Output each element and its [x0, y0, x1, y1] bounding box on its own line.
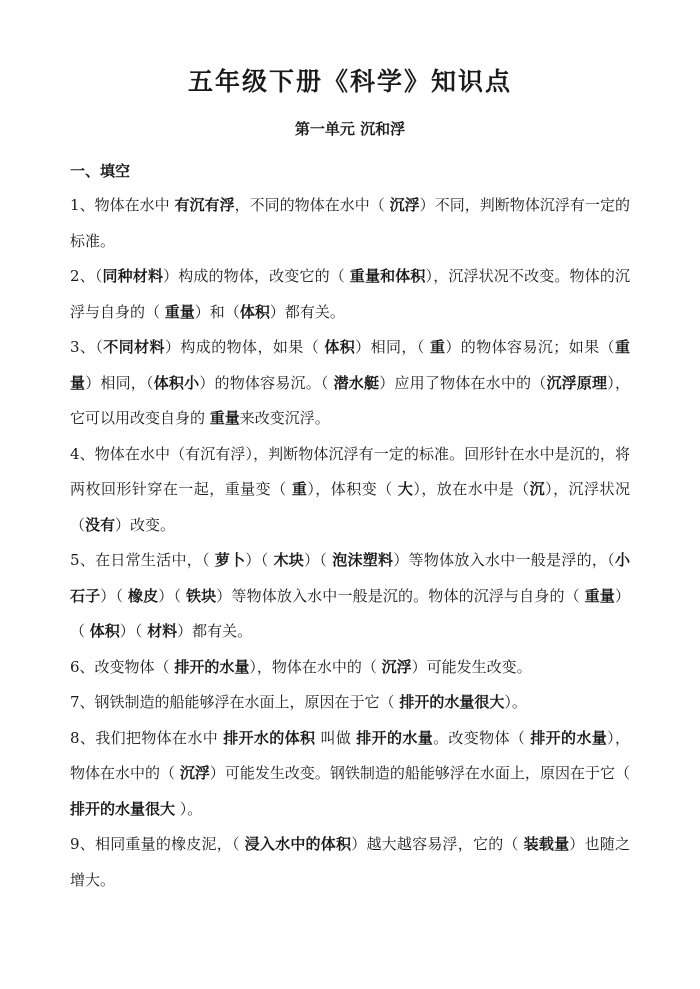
question-text: ）构成的物体，改变它的（ [163, 267, 350, 285]
question-text: 2、（ [70, 267, 103, 285]
answer-text: 排开的水量 [174, 657, 250, 676]
fill-in-blank-list [70, 188, 630, 898]
answer-text: 铁块 [186, 586, 217, 605]
question-text: ）可能发生改变。钢铁制造的船能够浮在水面上，原因在于它（ [209, 764, 630, 782]
question-text: ），沉浮状况不改变。物体的沉浮与自身的（ [70, 267, 630, 321]
answer-text: 有沉有浮 [174, 196, 235, 214]
question-text: ）。 [504, 693, 527, 711]
answer-text: 重量 [209, 409, 240, 427]
section-title: 一、填空 [70, 162, 131, 180]
fill-in-item-1 [70, 188, 630, 259]
question-text: ）。 [175, 799, 203, 818]
fill-in-item-2 [70, 259, 630, 330]
answer-text: 重量 [584, 586, 615, 605]
question-text: 8、我们把物体在水中 [70, 728, 224, 747]
fill-in-item-6 [70, 650, 630, 686]
question-text: 5、在日常生活中，（ [70, 551, 215, 569]
question-text: ）（ [100, 586, 128, 605]
document-title: 五年级下册《科学》知识点 [187, 67, 512, 96]
answer-text: 同种材料 [102, 267, 164, 285]
fill-in-item-5 [70, 543, 630, 650]
question-text: ）都有关。 [177, 622, 253, 640]
answer-text: 潜水艇 [333, 373, 380, 392]
question-text: ）也随之增大。 [70, 835, 630, 889]
answer-text: 重 [429, 338, 446, 356]
question-text: ）相同，（ [355, 338, 430, 356]
question-text: ）应用了物体在水中的（ [379, 373, 547, 392]
question-text: ）（ [245, 551, 274, 569]
answer-text: 重量 [70, 338, 630, 392]
answer-text: 不同材料 [103, 338, 165, 356]
answer-text: 重 [291, 480, 308, 498]
question-text: ）（ [304, 551, 333, 569]
answer-text: 沉浮 [381, 657, 412, 676]
question-text: ）不同，判断物体沉浮有一定的标准。 [70, 196, 630, 250]
answer-text: 沉 [529, 480, 546, 498]
question-text: ，不同的物体在水中（ [234, 196, 390, 214]
fill-in-item-9 [70, 827, 630, 898]
answer-text: 排开的水量很大 [399, 693, 505, 711]
question-text: ）的物体容易沉。（ [199, 373, 334, 392]
answer-text: 没有 [85, 515, 116, 534]
fill-in-item-4 [70, 437, 630, 544]
answer-text: 小石子 [70, 551, 630, 605]
question-text: ），放在水中是（ [413, 480, 530, 498]
question-text: 叫做 [315, 728, 357, 747]
question-text: 3、（ [70, 338, 104, 356]
answer-text: 木块 [273, 551, 305, 569]
question-text: 9、相同重量的橡皮泥，（ [70, 835, 245, 853]
question-text: ），沉浮状况（ [70, 480, 630, 534]
question-text: ）相同，（ [85, 373, 154, 392]
question-text: 1、物体在水中 [70, 196, 175, 214]
answer-text: 体积 [89, 622, 120, 640]
answer-text: 排开水的体积 [223, 728, 316, 747]
fill-in-item-7 [70, 685, 630, 721]
answer-text: 体积 [239, 302, 270, 321]
question-text: ）都有关。 [269, 302, 345, 321]
question-text: ），物体在水中的（ [70, 728, 630, 782]
answer-text: 装载量 [523, 835, 570, 853]
fill-in-item-8 [70, 721, 630, 828]
question-text: ）等物体放入水中一般是沉的。物体的沉浮与自身的（ [216, 586, 585, 605]
question-text: ）（ [158, 586, 186, 605]
question-text: ）构成的物体，如果（ [164, 338, 325, 356]
answer-text: 排开的水量 [356, 728, 434, 747]
question-text: ），体积变（ [307, 480, 398, 498]
answer-text: 体积小 [153, 373, 200, 392]
question-text: ）和（ [194, 302, 240, 321]
question-text: ）（ [70, 586, 630, 640]
question-text: 。改变物体（ [433, 728, 531, 747]
answer-text: 沉浮原理 [546, 373, 608, 392]
question-text: ），它可以用改变自身的 [70, 373, 630, 427]
answer-text: 沉浮 [179, 764, 210, 782]
question-text: ）越大越容易浮，它的（ [351, 835, 524, 853]
unit-title: 第一单元 沉和浮 [294, 120, 406, 138]
answer-text: 排开的水量很大 [70, 799, 176, 818]
question-text: 来改变沉浮。 [239, 409, 330, 427]
answer-text: 大 [397, 480, 414, 498]
question-text: ）的物体容易沉；如果（ [445, 338, 615, 356]
question-text: 4、物体在水中（有沉有浮），判断物体沉浮有一定的标准。回形针在水中是沉的，将两枚回形针穿在一起，重量变（ [70, 444, 630, 498]
answer-text: 重量和体积 [349, 267, 426, 285]
answer-text: 浸入水中的体积 [244, 835, 352, 853]
answer-text: 体积 [324, 338, 356, 356]
question-text: 7、钢铁制造的船能够浮在水面上，原因在于它（ [70, 693, 400, 711]
answer-text: 排开的水量 [530, 728, 608, 747]
question-text: ）等物体放入水中一般是浮的，（ [393, 551, 615, 569]
question-text: 6、改变物体（ [70, 657, 175, 676]
question-text: ）（ [119, 622, 148, 640]
answer-text: 萝卜 [214, 551, 246, 569]
answer-text: 沉浮 [389, 196, 420, 214]
fill-in-item-3 [70, 330, 630, 437]
question-text: ），物体在水中的（ [249, 657, 382, 676]
question-text: ）改变。 [115, 515, 176, 534]
answer-text: 材料 [147, 622, 178, 640]
answer-text: 泡沫塑料 [332, 551, 394, 569]
answer-text: 橡皮 [128, 586, 159, 605]
question-text: ）可能发生改变。 [411, 657, 532, 676]
answer-text: 重量 [164, 302, 195, 321]
